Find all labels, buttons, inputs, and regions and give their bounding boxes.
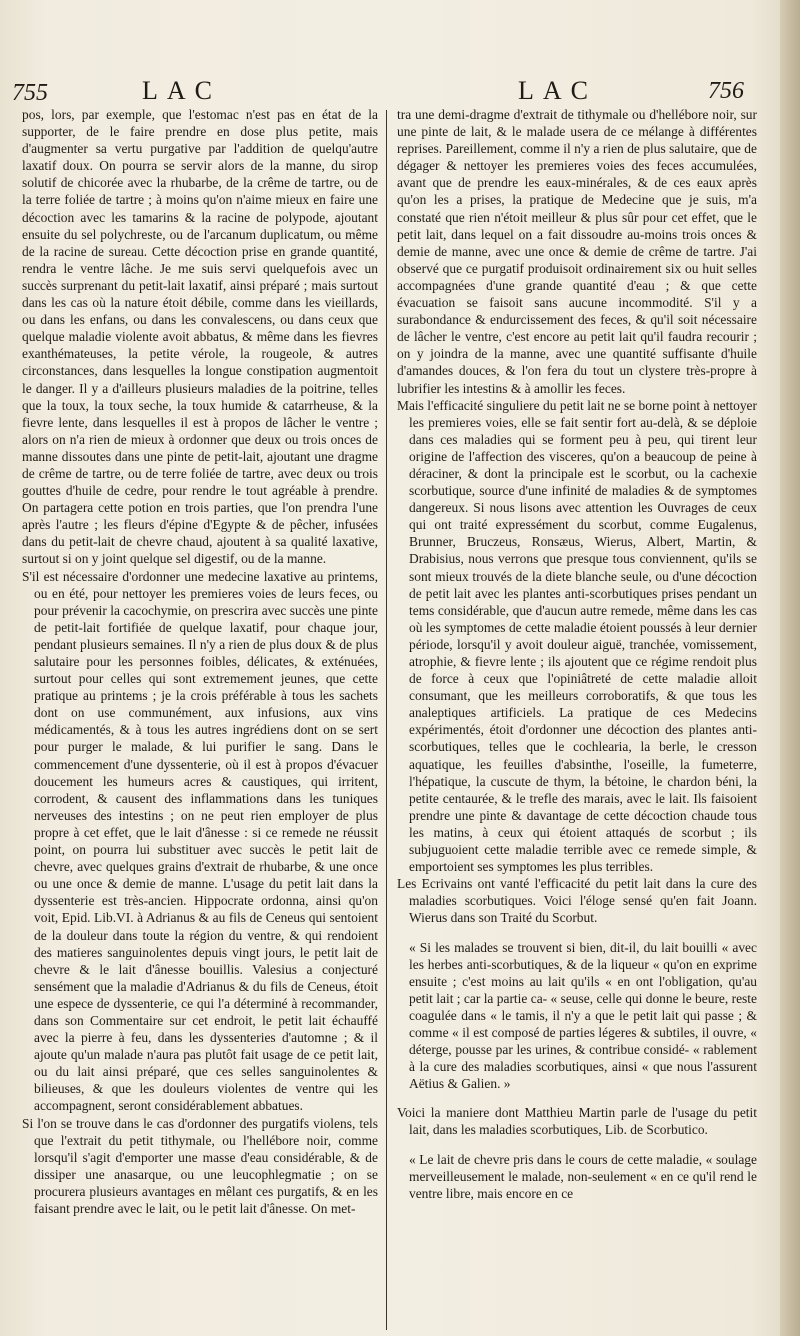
paragraph: pos, lors, par exemple, que l'estomac n'est pas en état de la supporter, de le faire prendre en dose plus petite, mais d'augmenter sa vertu purgative par l'addition de quelqu'autre laxatif doux. On pourra se servir alors de la manne, du sirop solutif de chicorée avec la rhubarbe, de la crême de tartre, ou de la terre foliée de tartre ; à moins qu'on n'aime mieux en faire une décoction avec les tamarins & la racine de polypode, ajoutant ensuite du sel polychreste, ou de l'arcanum duplicatum, ou même de la racine de sureau. Cette décoction prise en grande quantité, rendra le ventre lâche. Je me suis servi quelquefois avec un succès surprenant du petit-lait laxatif, ainsi préparé ; mais surtout dans les cas où la nature étoit débile, comme dans les vieillards, ou dans les enfans, ou dans les convalescens, ou dans ceux que quelque maladie violente avoit abbatus, & même dans les fievres exanthémateuses, la petite vérole, la rougeole, & autres circonstances, dans lesquelles la longue constipation augmentoit le danger. Il y a d'ailleurs plusieurs maladies de la poitrine, telles que la toux, la toux seche, la toux humide & catarrheuse, & la fievre lente, dans lesquelles il est à propos de lâcher le ventre ; alors on n'a rien de mieux à ordonner que deux ou trois onces de manne dissoutes dans une pinte de petit-lait, ajoutant une dragme de crême de tartre, ou de terre foliée de tartre, avec deux ou trois gouttes d'huile de cedre, pour rendre le tout agréable à prendre. On partagera cette potion en trois parties, que l'on prendra l'une après l'autre ; les fleurs d'épine d'Egypte & de pêcher, infusées dans du petit-lait de chevre chaud, ajoutent à sa qualité laxative, surtout si on y joint quelque sel digestif, ou de la manne. xyxy=(22,107,378,567)
page-number-left: 755 xyxy=(12,80,48,106)
left-column xyxy=(22,106,378,1334)
column-divider xyxy=(386,110,387,1330)
quotation: « Le lait de chevre pris dans le cours de cette maladie, « soulage merveilleusement le malade, non-seulement « en ce qu'il rend le ventre libre, mais encore en ce xyxy=(409,1151,757,1201)
paragraph: Mais l'efficacité singuliere du petit lait ne se borne point à nettoyer les premieres voies, elle se fait sentir fort au-delà, & se déploie dans ces maladies qui se forment peu à peu, qui tirent leur origine de l'affection des visceres, qu'on a beaucoup de peine à déraciner, & dont la principale est le scorbut, ou la cachexie scorbutique, source d'une infinité de maladies & de symptomes dangereux. Si nous lisons avec attention les Ouvrages de ceux qui ont traité expressément du scorbut, comme Eugalenus, Brunner, Bruczeus, Ronsæus, Wierus, Albert, Martin, & Drabisius, nous verrons que presque tous conviennent, qu'ils se sont mieux trouvés de la diete blanche seule, ou d'une décoction de petit lait avec les plantes anti-scorbutiques prises pendant un tems considérable, que d'aucun autre remede, même dans les cas où les symptomes de cette maladie étoient poussés à leur dernier période, lorsqu'il y avoit douleur aiguë, tranchée, vomissement, atrophie, & fievre lente ; ils ajoutent que ce régime rendoit plus de force à ceux que l'opiniâtreté de cette maladie alloit consumant, que les meilleurs corroboratifs, & que tous les analeptiques artificiels. La pratique de ces Medecins expérimentés, étoit d'ordonner une décoction des plantes anti-scorbutiques, telles que le cochlearia, la berle, le cresson aquatique, les feuilles d'absinthe, l'oseille, la fumeterre, l'hépatique, la cuscute de thym, la bétoine, le chardon béni, la petite centaurée, & le trefle des marais, avec le lait. Ils faisoient prendre une pinte & davantage de cette décoction chaude tous les matins, à ceux qui étoient attaqués de scorbut ; ils subjuguoient cette maladie terrible avec ce remede simple, & emportoient ses symptomes les plus terribles. xyxy=(397,397,757,875)
paragraph: Voici la maniere dont Matthieu Martin parle de l'usage du petit lait, dans les maladies scorbutiques, Lib. de Scorbutico. xyxy=(397,1105,757,1138)
paragraph: S'il est nécessaire d'ordonner une medecine laxative au printems, ou en été, pour nettoyer les premieres voies de leurs feces, ou pour prévenir la cacochymie, on prescrira avec succès une pinte de petit-lait fortifiée de quelque laxatif, pour chaque jour, pendant plusieurs semaines. Il n'y a rien de plus doux & de plus salutaire pour les personnes foibles, délicates, & exténuées, surtout pour celles qui sont extremement jeunes, que cette pratique au printems ; je la crois préférable à tous les sachets dont on use communément, aux infusions, aux vins médicamentés, & à tous les autres ingrédiens dont on se sert pour purger le malade, & lui purifier le sang. Dans le commencement d'une dyssenterie, où il est à propos d'évacuer doucement les humeurs acres & caustiques, qui irritent, corrodent, & causent des inflammations dans les tuniques nerveuses des intestins ; on ne peut rien employer de plus propre à cet effet, que le lait d'ânesse : si ce remede ne réussit point, on pourra lui substituer avec succès le petit lait de chevre, avec quelques grains d'extrait de rhubarbe, & une once ou une once & demie de manne. L'usage du petit lait dans la dyssenterie est très-ancien. Hippocrate ordonna, ainsi qu'on voit, Epid. Lib.VI. à Adrianus & au fils de Ceneus qui sentoient de la douleur dans toute la région du ventre, & qui rendoient des matieres sanguinolentes depuis vingt jours, le petit lait de chevre & le lait d'ânesse bouillis. Valesius a conjecturé sensément que la maladie d'Adrianus & du fils de Ceneus, étoit une espece de dyssenterie, ce qui l'a déterminé à recommander, dans son Commentaire sur cet endroit, le petit lait échauffé avec la pierre à feu, dans les dyssenteries d'automne ; & il ajoute qu'un malade n'aura pas plutôt fait usage de ce petit lait, ou du lait ainsi préparé, que ces selles sanguinolentes & bilieuses, & que les douleurs violentes de ventre qui les accompagnent, seront considérablement abbatues. xyxy=(22,568,378,1114)
paragraph: Les Ecrivains ont vanté l'efficacité du petit lait dans la cure des maladies scorbutiques. Voici l'éloge sensé qu'en fait Joann. Wierus dans son Traité du Scorbut. xyxy=(397,876,757,926)
page-edge xyxy=(780,0,800,1336)
running-title-left: LAC xyxy=(142,76,221,105)
paragraph: tra une demi-dragme d'extrait de tithymale ou d'hellébore noir, sur une pinte de lait, & le malade usera de ce mélange à différentes reprises. Pareillement, comme il n'y a rien de plus salutaire, que de dégager & nettoyer les premieres voies des feces accumulées, avant que de prendre les eaux-minérales, & de ces eaux après qu'on les a prises, la pratique de Medecine que je suis, m'a constaté que rien n'étoit meilleur & plus sûr pour cet effet, que le petit lait, dans lequel on a fait dissoudre au-moins trois onces & demie de manne, avec une once & demie de crême de tartre. J'ai observé que ce purgatif produisoit ordinairement six ou huit selles accompagnées d'une grande quantité d'eau ; & que cette évacuation se faisoit sans aucune incommodité. S'il y a surabondance & endurcissement des feces, & qu'il soit nécessaire de lâcher le ventre, c'est encore au petit lait qu'il faudra recourir ; on y joindra de la manne, avec une quantité suffisante d'huile d'amandes douces, & l'on fera du tout un clystere très-propre à lubrifier les intestins & à amollir les feces. xyxy=(397,107,757,396)
page-number-right: 756 xyxy=(708,78,744,104)
quotation: « Si les malades se trouvent si bien, dit-il, du lait bouilli « avec les herbes anti-scorbutiques, & de la liqueur « qu'on en exprime ensuite ; c'est moins au lait qu'ils « en ont l'obligation, qu'au petit lait ; car la partie ca- « seuse, celle qui donne le beure, reste coagulée dans « le tamis, il n'y a que le petit lait qui passe ; & comme « il est composé de parties légeres & subtiles, il ouvre, « déterge, pousse par les urines, & contribue considé- « rablement à la cure des maladies scorbutiques, ainsi « que nous l'assurent Aëtius & Galien. » xyxy=(409,939,757,1092)
right-column xyxy=(397,106,757,1334)
running-title-right: LAC xyxy=(518,76,597,105)
paragraph: Si l'on se trouve dans le cas d'ordonner des purgatifs violens, tels que l'extrait du petit tithymale, ou l'hellébore noir, comme lorsqu'il s'agit d'emporter une masse d'eau considérable, & de dissiper une anasarque, ou une leucophlegmatie ; on se procurera plusieurs avantages en mêlant ces purgatifs, & en les faisant prendre avec le lait, ou le petit lait d'ânesse. On met- xyxy=(22,1115,378,1216)
